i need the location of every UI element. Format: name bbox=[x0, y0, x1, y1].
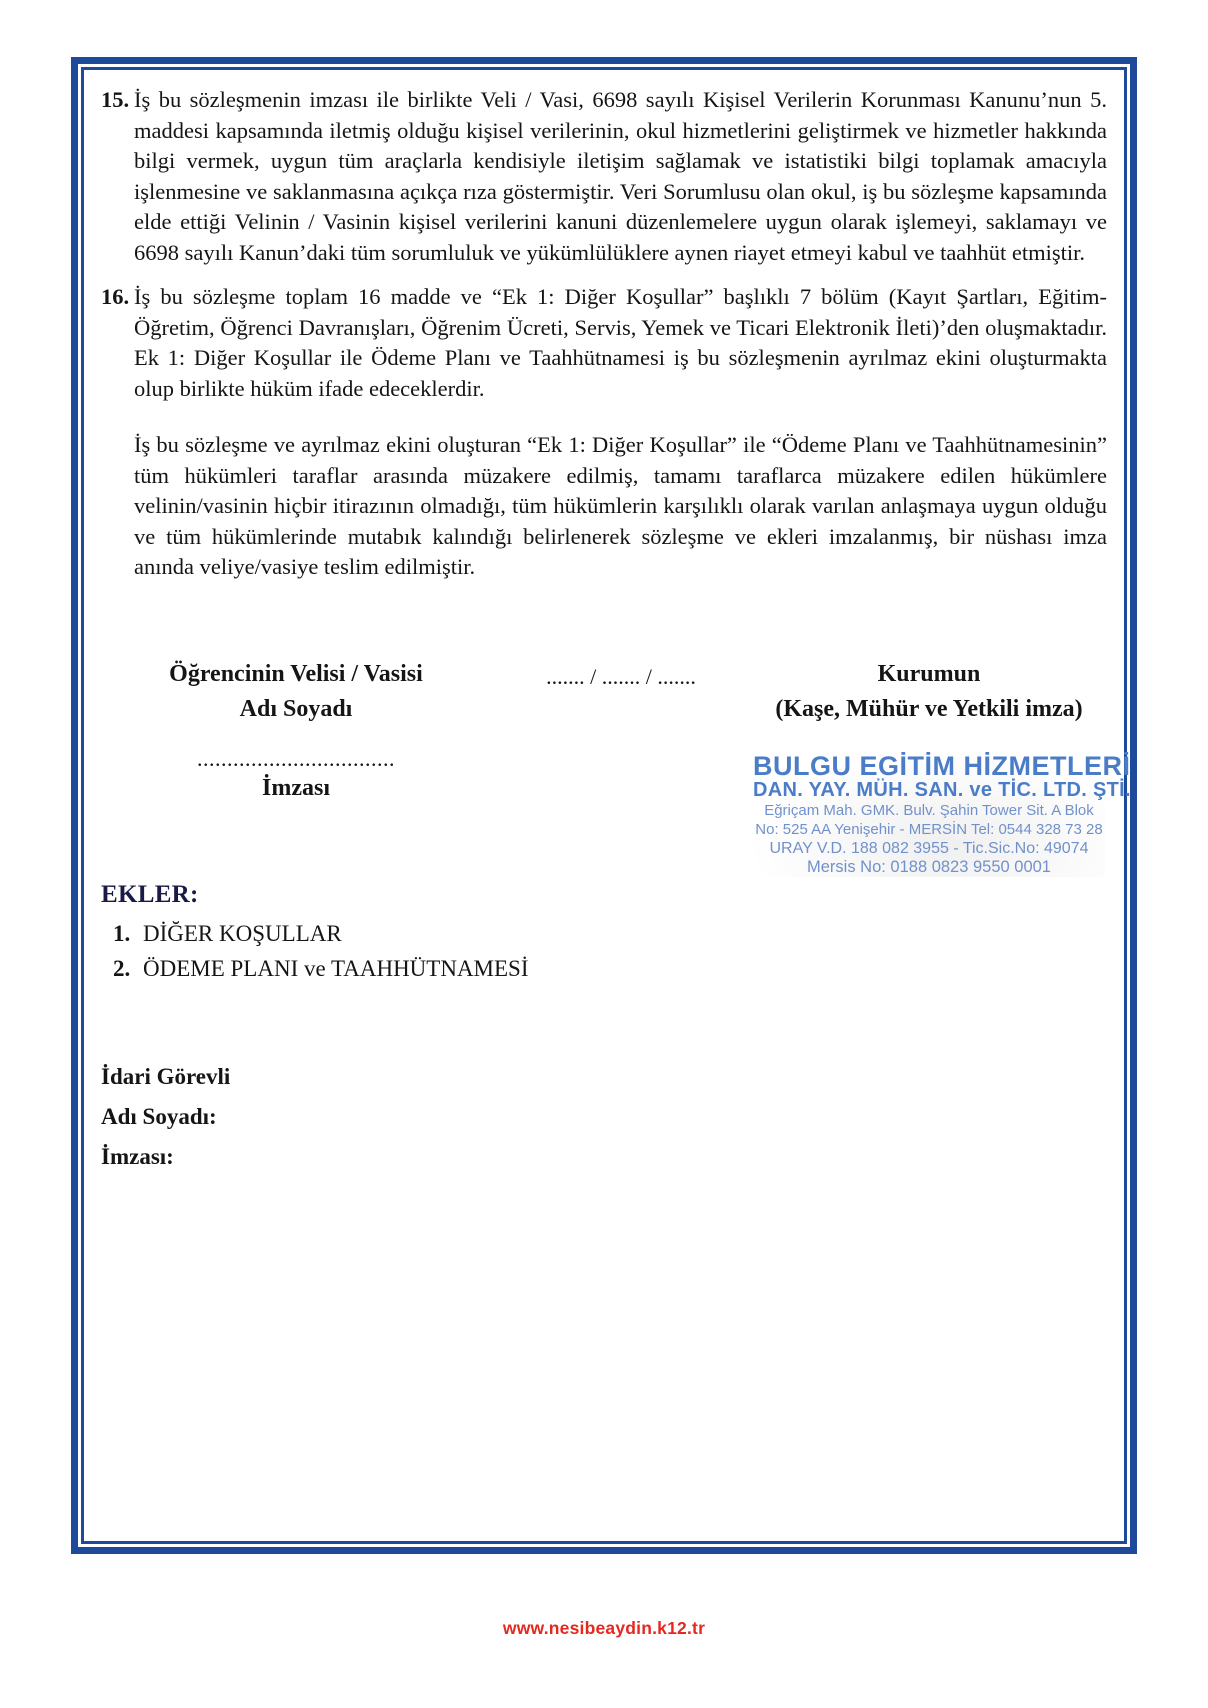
institution-subtitle: (Kaşe, Mühür ve Yetkili imza) bbox=[775, 695, 1083, 722]
stamp-mersis-line: Mersis No: 0188 0823 9550 0001 bbox=[806, 857, 1051, 876]
date-field: ....... / ....... / ....... bbox=[546, 663, 696, 689]
institution-signature-block bbox=[751, 659, 1131, 877]
attachment-item-2 bbox=[113, 954, 1107, 984]
stamp-address-line-2: No: 525 AA Yenişehir - MERSİN Tel: 0544 328 73 28 bbox=[755, 820, 1103, 838]
attachment-item-2-text: ÖDEME PLANI ve TAAHHÜTNAMESİ bbox=[143, 955, 529, 981]
clause-16-number: 16. bbox=[101, 284, 130, 309]
attachment-item-1-number: 1. bbox=[113, 920, 131, 946]
admin-official-title: İdari Görevli bbox=[101, 1063, 231, 1089]
attachment-item-1-text: DİĞER KOŞULLAR bbox=[143, 920, 342, 946]
guardian-sign-label: İmzası bbox=[262, 774, 330, 801]
guardian-name-label: Adı Soyadı bbox=[239, 695, 353, 722]
footer-url: www.nesibeaydin.k12.tr bbox=[502, 1618, 706, 1638]
stamp-tax-registry-line: URAY V.D. 188 082 3955 - Tic.Sic.No: 49074 bbox=[769, 839, 1089, 857]
stamp-company-type: DAN. YAY. MÜH. SAN. ve TİC. LTD. ŞTİ. bbox=[753, 778, 1131, 801]
stamp-company-name: BULGU EGİTİM HİZMETLERİ bbox=[753, 750, 1131, 781]
clause-16-text: İş bu sözleşme toplam 16 madde ve “Ek 1: Diğer Koşullar” başlıklı 7 bölüm (Kayıt Şartları, Eğitim-Öğretim, Öğrenci Davranışları, Öğrenim Ücreti, Servis, Yemek ve Ticari Elektronik İleti)’den oluşmaktadır. Ek 1: Diğer Koşullar ile Ödeme Planı ve Taahhütnamesi iş bu sözleşmenin ayrılmaz ekini oluşturmakta olup birlikte hüküm ifade edeceklerdir. bbox=[134, 284, 1107, 401]
attachments-heading: EKLER: bbox=[101, 880, 199, 908]
signature-section bbox=[101, 659, 1131, 877]
clause-15 bbox=[101, 85, 1107, 268]
page-frame bbox=[71, 57, 1137, 1554]
clause-15-number: 15. bbox=[101, 87, 130, 112]
company-stamp bbox=[753, 750, 1131, 877]
attachment-item-2-number: 2. bbox=[113, 955, 131, 981]
stamp-address-line-1: Eğriçam Mah. GMK. Bulv. Şahin Tower Sit. A Blok bbox=[764, 801, 1094, 819]
attachment-item-1 bbox=[113, 919, 1107, 949]
page-frame-inner bbox=[81, 67, 1131, 1544]
closing-paragraph: İş bu sözleşme ve ayrılmaz ekini oluşturan “Ek 1: Diğer Koşullar” ile “Ödeme Planı ve Taahhütnamesinin” tüm hükümleri taraflar arasında müzakere edilmiş, tamamı taraflarca müzakere edilen hükümlere velinin/vasinin hiçbir itirazının olmadığı, tüm hükümlerin karşılıklı olarak varılan anlaşmaya uygun olduğu ve tüm hükümlerinde mutabık kalındığı belirlenerek sözleşme ve ekleri imzalanmış, bir nüshası imza anında veliye/vasiye teslim edilmiştir. bbox=[134, 432, 1107, 579]
guardian-signature-dotted-line: ................................. bbox=[197, 745, 395, 771]
clause-16 bbox=[101, 282, 1107, 404]
guardian-signature-block bbox=[101, 659, 491, 877]
clause-15-text: İş bu sözleşmenin imzası ile birlikte Veli / Vasi, 6698 sayılı Kişisel Verilerin Korunması Kanunu’nun 5. maddesi kapsamında iletmiş olduğu kişisel verilerinin, okul hizmetlerini geliştirmek ve hizmetler hakkında bilgi vermek, uygun tüm araçlarla kendisiyle iletişim sağlamak ve istatistiki bilgi toplamak amacıyla işlenmesine ve saklanmasına açıkça rıza göstermiştir. Veri Sorumlusu olan okul, iş bu sözleşme kapsamında elde ettiği Velinin / Vasinin kişisel verilerini kanuni düzenlemelere uygun olarak işlemeyi, saklamayı ve 6698 sayılı Kanun’daki tüm sorumluluk ve yükümlülüklere aynen riayet etmeyi kabul ve taahhüt etmiştir. bbox=[134, 87, 1107, 265]
institution-title: Kurumun bbox=[877, 660, 981, 687]
admin-sign-label: İmzası: bbox=[101, 1143, 174, 1169]
admin-name-label: Adı Soyadı: bbox=[101, 1103, 217, 1129]
admin-official-block bbox=[101, 1062, 1107, 1172]
guardian-title: Öğrencinin Velisi / Vasisi bbox=[169, 660, 423, 687]
